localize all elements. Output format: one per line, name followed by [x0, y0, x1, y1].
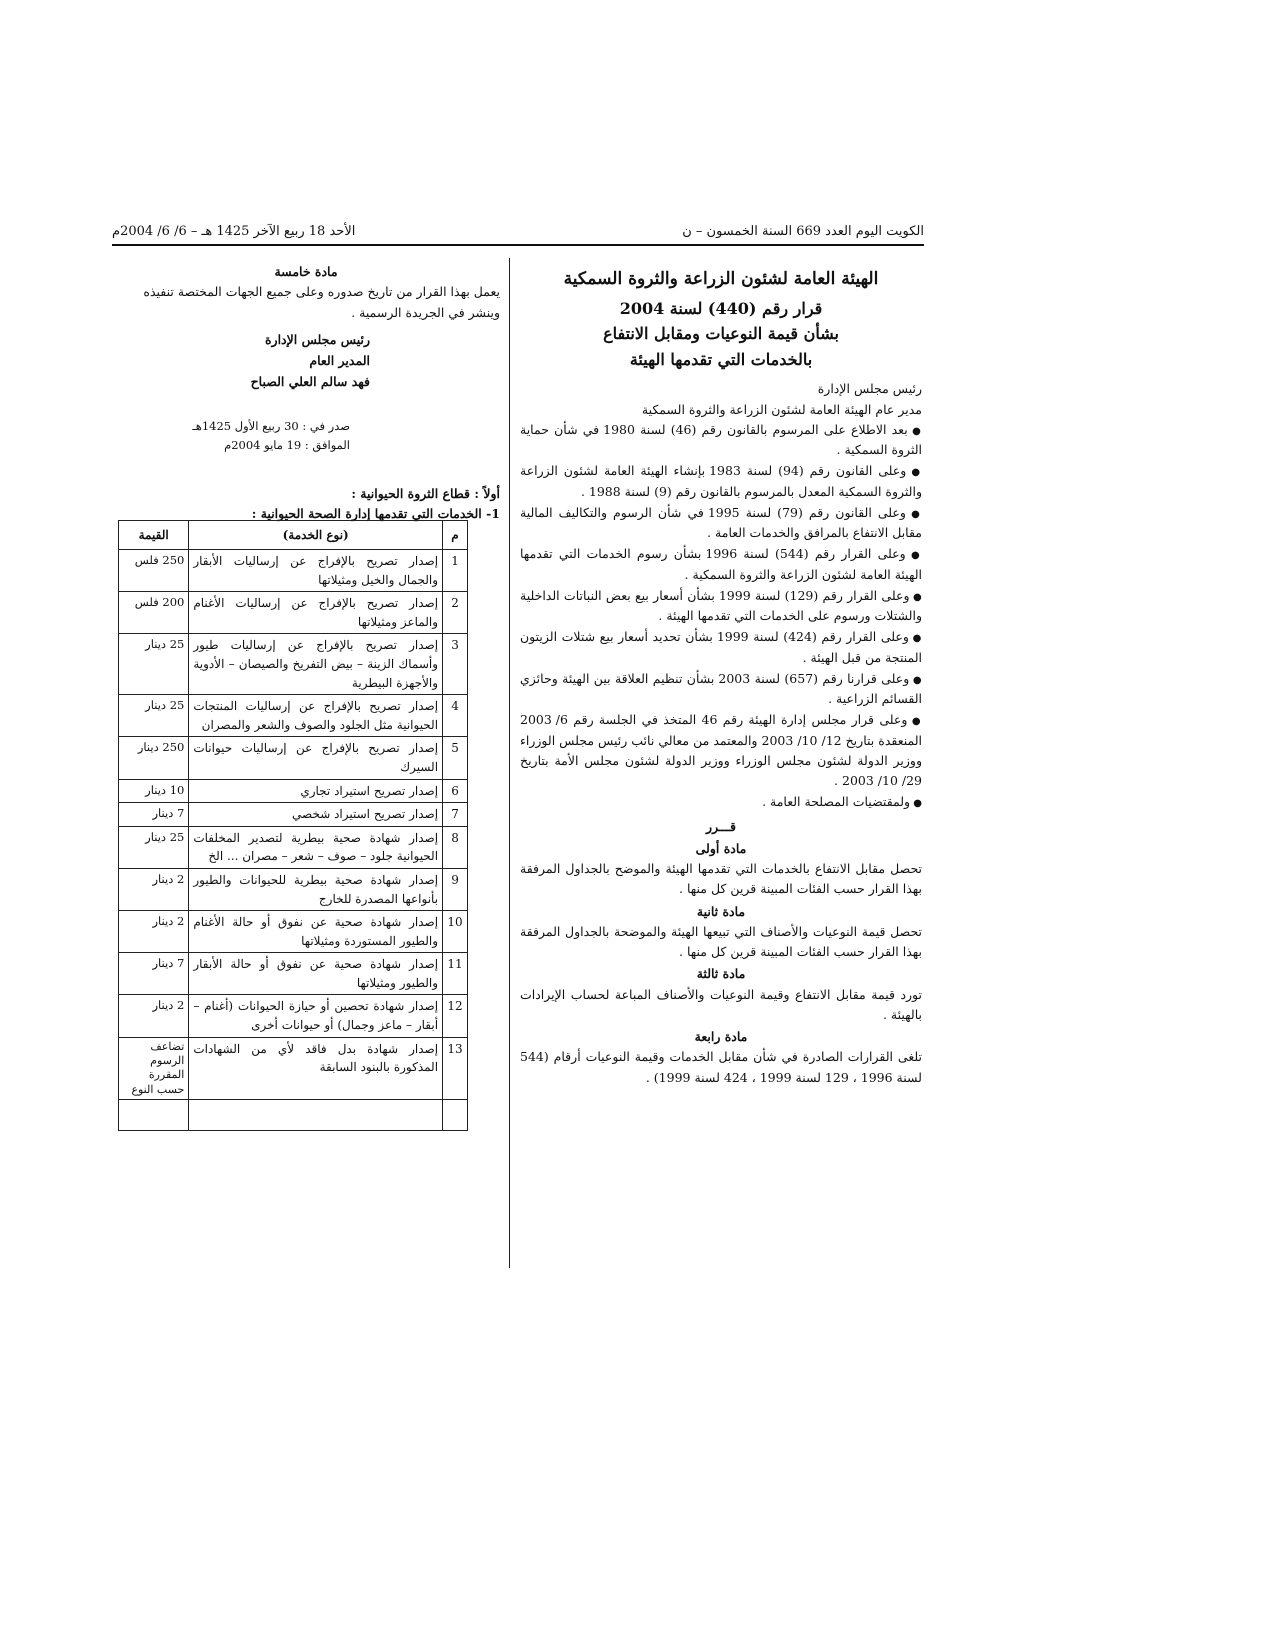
article-4-title: مادة رابعة — [694, 1029, 748, 1044]
row-service: إصدار شهادة بدل فاقد لأي من الشهادات المذكورة بالبنود السابقة — [189, 1037, 443, 1099]
row-value: 25 دينار — [119, 826, 189, 868]
row-num: 1 — [443, 550, 468, 592]
header-rule — [112, 244, 924, 246]
table-row — [119, 1037, 468, 1099]
article-2-title: مادة ثانية — [696, 903, 746, 919]
page-header — [112, 222, 924, 246]
row-value: 2 دينار — [119, 995, 189, 1037]
organization-name: الهيئة العامة لشئون الزراعة والثروة السمكية — [563, 269, 879, 289]
article-5-title: مادة خامسة — [274, 264, 338, 279]
row-num: 3 — [443, 634, 468, 695]
row-num: 5 — [443, 737, 468, 779]
row-value: 2 دينار — [119, 911, 189, 953]
issued-gregorian: الموافق : 19 مايو 2004م — [224, 438, 350, 453]
decree-column — [520, 262, 922, 1088]
preamble-item: ● بعد الاطلاع على المرسوم بالقانون رقم (46) لسنة 1980 في شأن حماية الثروة السمكية . — [520, 420, 922, 461]
table-row — [119, 634, 468, 695]
article-2-body: تحصل قيمة النوعيات والأصناف التي تبيعها الهيئة والموضحة بالجداول المرفقة بهذا القرار حسب الفئات المبينة قرين كل منها . — [520, 923, 922, 959]
row-service-empty — [189, 1099, 443, 1130]
row-num: 11 — [443, 953, 468, 995]
row-service: إصدار شهادة صحية عن نفوق أو حالة الأغنام والطيور المستوردة ومثيلاتها — [189, 911, 443, 953]
section-title: أولاً : قطاع الثروة الحيوانية : — [351, 485, 500, 501]
table-row — [119, 737, 468, 779]
row-num: 2 — [443, 592, 468, 634]
table-empty-row — [119, 1099, 468, 1130]
row-service: إصدار تصريح بالإفراج عن إرساليات طيور وأسماك الزينة – بيض التفريخ والصيصان – الأدوية والأجهزة البيطرية — [189, 634, 443, 695]
row-num: 13 — [443, 1037, 468, 1099]
row-value: تضاعف الرسوم المقررة حسب النوع — [119, 1037, 189, 1099]
article-5-body: يعمل بهذا القرار من تاريخ صدوره وعلى جميع الجهات المختصة تنفيذه وينشر في الجريدة الرسمية . — [143, 284, 500, 320]
table-row — [119, 592, 468, 634]
article-3-body: تورد قيمة مقابل الانتفاع وقيمة النوعيات والأصناف المباعة لحساب الإيرادات بالهيئة . — [520, 986, 922, 1022]
article-3-title: مادة ثالثة — [696, 966, 746, 982]
row-num: 9 — [443, 868, 468, 910]
table-row — [119, 826, 468, 868]
decree-number: قرار رقم (440) لسنة 2004 — [619, 298, 823, 318]
row-num: 10 — [443, 911, 468, 953]
row-value: 25 دينار — [119, 634, 189, 695]
row-value: 250 دينار — [119, 737, 189, 779]
signatory-title: رئيس مجلس الإدارة — [265, 331, 370, 347]
table-row — [119, 550, 468, 592]
row-service: إصدار تصريح بالإفراج عن إرساليات حيوانات السيرك — [189, 737, 443, 779]
row-service: إصدار شهادة صحية بيطرية لتصدير المخلفات الحيوانية جلود – صوف – شعر – مصران ... الخ — [189, 826, 443, 868]
decree-subject: بشأن قيمة النوعيات ومقابل الانتفاع — [603, 324, 839, 344]
col-header-value: القيمة — [119, 521, 189, 550]
table-row — [119, 695, 468, 737]
row-value: 250 فلس — [119, 550, 189, 592]
row-value: 200 فلس — [119, 592, 189, 634]
row-service: إصدار شهادة تحصين أو حيازة الحيوانات (أغنام – أبقار – ماعز وجمال) أو حيوانات أخرى — [189, 995, 443, 1037]
decree-subject-cont: بالخدمات التي تقدمها الهيئة — [629, 350, 813, 370]
left-column — [112, 262, 500, 526]
row-service: إصدار تصريح بالإفراج عن إرساليات الأغنام والماعز ومثيلاتها — [189, 592, 443, 634]
row-num: 4 — [443, 695, 468, 737]
table-row — [119, 803, 468, 827]
preamble-item: ● وعلى القرار رقم (129) لسنة 1999 بشأن أسعار بيع بعض النباتات الداخلية والشتلات ورسوم على الخدمات التي تقدمها الهيئة . — [520, 586, 922, 627]
column-divider — [509, 258, 510, 1268]
table-row — [119, 779, 468, 803]
row-value: 7 دينار — [119, 953, 189, 995]
row-num: 8 — [443, 826, 468, 868]
row-value: 25 دينار — [119, 695, 189, 737]
row-num: 7 — [443, 803, 468, 827]
preamble-item: ● وعلى القانون رقم (79) لسنة 1995 في شأن الرسوم والتكاليف المالية مقابل الانتفاع بالمرافق والخدمات العامة . — [520, 503, 922, 544]
issuer-title: رئيس مجلس الإدارة — [817, 381, 922, 397]
row-num: 12 — [443, 995, 468, 1037]
issue-info: الكويت اليوم العدد 669 السنة الخمسون – ن — [682, 224, 924, 239]
issued-hijri: صدر في : 30 ربيع الأول 1425هـ — [192, 418, 350, 433]
preamble-item: ● وعلى القرار رقم (424) لسنة 1999 بشأن تحديد أسعار بيع شتلات الزيتون المنتجة من قبل الهيئة . — [520, 627, 922, 668]
table-header-row — [119, 521, 468, 550]
row-num-empty — [443, 1099, 468, 1130]
table-row — [119, 868, 468, 910]
preamble-item: ● ولمقتضيات المصلحة العامة . — [520, 792, 922, 812]
row-num: 6 — [443, 779, 468, 803]
row-service: إصدار شهادة صحية عن نفوق أو حالة الأبقار والطيور ومثيلاتها — [189, 953, 443, 995]
preamble-list — [520, 420, 922, 813]
row-service: إصدار تصريح بالإفراج عن إرساليات المنتجات الحيوانية مثل الجلود والصوف والشعر والمصران — [189, 695, 443, 737]
col-header-service: (نوع الخدمة) — [189, 521, 443, 550]
issue-dates — [112, 417, 500, 456]
row-service: إصدار تصريح استيراد شخصي — [189, 803, 443, 827]
row-service: إصدار تصريح بالإفراج عن إرساليات الأبقار والجمال والخيل ومثيلاتها — [189, 550, 443, 592]
row-value: 2 دينار — [119, 868, 189, 910]
signatory-name: فهد سالم العلي الصباح — [250, 374, 370, 390]
row-value: 7 دينار — [119, 803, 189, 827]
preamble-item: ● وعلى قرار مجلس إدارة الهيئة رقم 46 المتخذ في الجلسة رقم 6/ 2003 المنعقدة بتاريخ 12/ 10/ 2003 والمعتمد من معالي نائب رئيس مجلس الوزراء ووزير الدولة لشئون مجلس الوزراء ووزير الدولة لشئون مجلس الأمة بتاريخ 29/ 10/ 2003 . — [520, 710, 922, 791]
preamble-item: ● وعلى القرار رقم (544) لسنة 1996 بشأن رسوم الخدمات التي تقدمها الهيئة العامة لشئون الزراعة والثروة السمكية . — [520, 544, 922, 585]
table-row — [119, 995, 468, 1037]
row-service: إصدار تصريح استيراد تجاري — [189, 779, 443, 803]
signatory-role: المدير العام — [309, 353, 370, 368]
article-1-title: مادة أولى — [695, 840, 747, 856]
issuer-role: مدير عام الهيئة العامة لشئون الزراعة والثروة السمكية — [641, 401, 922, 417]
row-service: إصدار شهادة صحية بيطرية للحيوانات والطيور بأنواعها المصدرة للخارج — [189, 868, 443, 910]
preamble-item: ● وعلى قرارنا رقم (657) لسنة 2003 بشأن تنظيم العلاقة بين الهيئة وحائزي القسائم الزراعية . — [520, 669, 922, 710]
issue-date: الأحد 18 ربيع الآخر 1425 هـ – 6/ 6/ 2004م — [112, 224, 356, 239]
table-row — [119, 953, 468, 995]
preamble-item: ● وعلى القانون رقم (94) لسنة 1983 بإنشاء الهيئة العامة لشئون الزراعة والثروة السمكية المعدل بالمرسوم بالقانون رقم (9) لسنة 1988 . — [520, 461, 922, 502]
subsection-title: 1- الخدمات التي تقدمها إدارة الصحة الحيوانية : — [251, 505, 500, 521]
table-row — [119, 911, 468, 953]
article-4-body: تلغى القرارات الصادرة في شأن مقابل الخدمات وقيمة النوعيات أرقام (544 لسنة 1996 ، 129 لسنة 1999 ، 424 لسنة 1999) . — [520, 1049, 922, 1085]
services-table — [118, 520, 468, 1131]
row-value-empty — [119, 1099, 189, 1130]
decided-heading: قـــرر — [706, 818, 736, 834]
article-1-body: تحصل مقابل الانتفاع بالخدمات التي تقدمها الهيئة والموضح بالجداول المرفقة بهذا القرار حسب الفئات المبينة قرين كل منها . — [520, 861, 922, 897]
col-header-num: م — [443, 521, 468, 550]
signature-block — [112, 329, 500, 393]
row-value: 10 دينار — [119, 779, 189, 803]
